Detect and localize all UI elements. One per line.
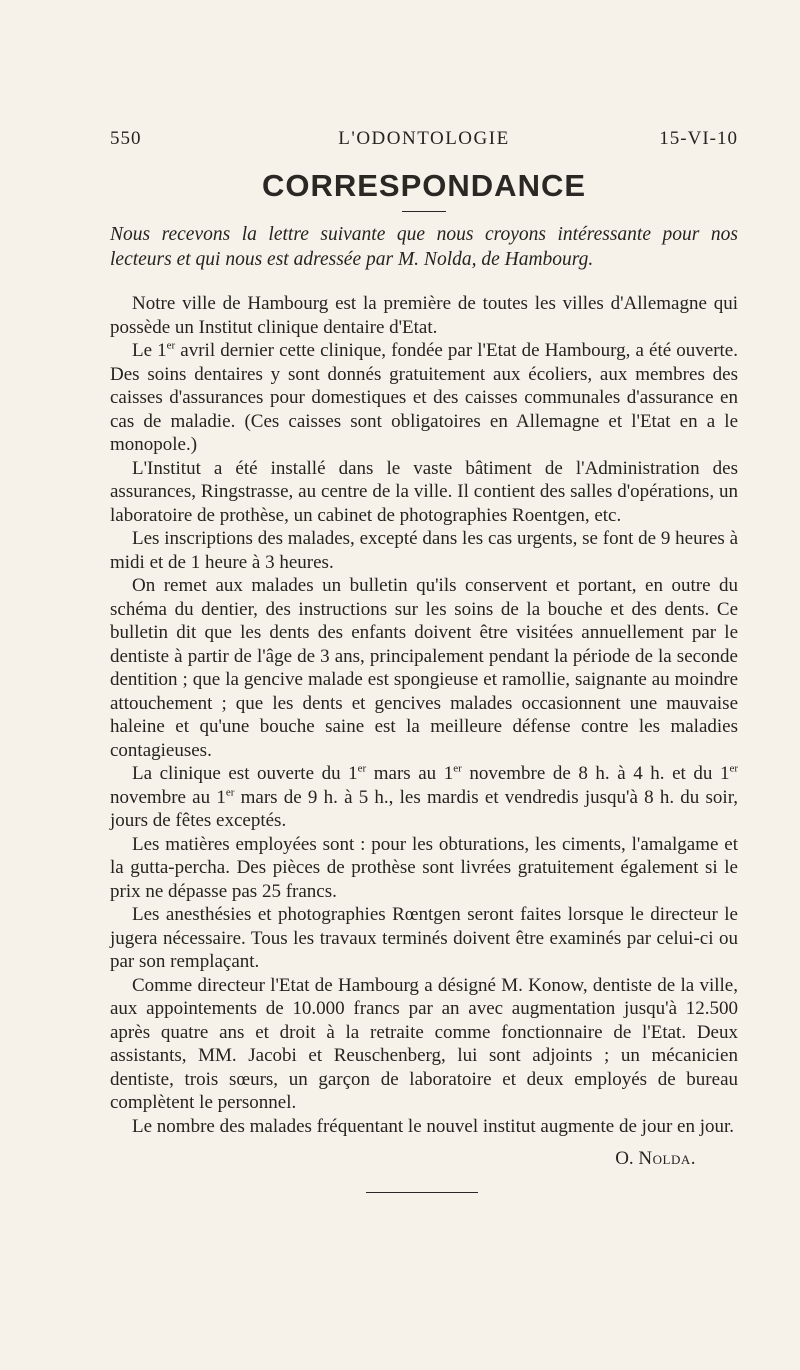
signature-initial: O. — [615, 1148, 639, 1169]
journal-title: L'ODONTOLOGIE — [338, 128, 510, 149]
body-paragraph — [110, 457, 738, 528]
ordinal-superscript: er — [166, 339, 176, 352]
paragraph-text: Notre ville de Hambourg est la première de toutes les villes d'Allemagne qui possède un Institut clinique dentaire d'Etat. — [110, 293, 738, 338]
page-number: 550 — [110, 128, 142, 149]
paragraph-text: On remet aux malades un bulletin qu'ils conservent et portant, en outre du schéma du dentier, des instructions sur les soins de la bouche et des dents. Ce bulletin dit que les dents des enfants doivent être visitées annuellement par le dentiste à partir de l'âge de 3 ans, principalement pendant la période de la seconde dentition ; que la gencive malade est spongieuse et ramollie, saignante au moindre attouchement ; que les dents et gencives malades occasionnent une mauvaise haleine et qu'une bouche saine est la meilleure défense contre les maladies contagieuses. — [110, 575, 738, 761]
paragraph-text: mars de 9 h. à 5 h., les mardis et vendredis jusqu'à 8 h. du soir, jours de fêtes exceptés. — [110, 786, 739, 831]
letter-body — [110, 292, 738, 1138]
paragraph-text: avril dernier cette clinique, fondée par l'Etat de Hambourg, a été ouverte. Des soins dentaires y sont donnés gratuitement aux écoliers, aux membres des caisses d'assurances pour domestiques et des caisses communales d'assurance en cas de maladie. (Ces caisses sont obligatoires en Allemagne et l'Etat en a le monopole.) — [110, 340, 738, 455]
body-paragraph — [110, 974, 738, 1115]
body-paragraph — [110, 292, 738, 339]
ordinal-superscript: er — [357, 762, 367, 775]
signature-name: Nolda. — [638, 1148, 696, 1169]
body-paragraph — [110, 1115, 738, 1139]
paragraph-text: novembre au 1 — [110, 786, 226, 808]
issue-date: 15-VI-10 — [659, 128, 738, 149]
section-title: CORRESPONDANCE — [261, 168, 587, 203]
signature — [110, 1148, 738, 1170]
paragraph-text: Le 1 — [132, 340, 167, 361]
intro-text: Nous recevons la lettre suivante que nous croyons intéressante pour nos lecteurs et qui nous est adressée par M. Nolda, de Hambourg. — [110, 224, 738, 270]
paragraph-text: Les matières employées sont : pour les obturations, les ciments, l'amalgame et la gutta-percha. Des pièces de prothèse sont livrées gratuitement également si le prix ne dépasse pas 25 francs. — [110, 833, 738, 902]
paragraph-text: Les anesthésies et photographies Rœntgen seront faites lorsque le directeur le jugera nécessaire. Tous les travaux terminés doivent être examinés par celui-ci ou par son remplaçant. — [110, 904, 738, 972]
paragraph-text: Comme directeur l'Etat de Hambourg a désigné M. Konow, dentiste de la ville, aux appointements de 10.000 francs par an avec augmentation jusqu'à 12.500 après quatre ans et droit à la retraite comme fonctionnaire de l'Etat. Deux assistants, MM. Jacobi et Reuschenberg, lui sont adjoints ; un mécanicien dentiste, trois sœurs, un garçon de laboratoire et deux employés de bureau complètent le personnel. — [110, 974, 738, 1113]
paragraph-text: mars au 1 — [366, 763, 454, 784]
ordinal-superscript: er — [453, 762, 462, 775]
paragraph-text: La clinique est ouverte du 1 — [132, 763, 358, 784]
ordinal-superscript: er — [225, 786, 235, 799]
title-rule — [402, 211, 446, 212]
ordinal-superscript: er — [729, 762, 738, 775]
paragraph-text: L'Institut a été installé dans le vaste bâtiment de l'Administration des assurances, Ringstrasse, au centre de la ville. Il contient des salles d'opérations, un laboratoire de prothèse, un cabinet de photographies Roentgen, etc. — [110, 457, 738, 526]
body-paragraph — [110, 833, 738, 904]
body-paragraph — [110, 574, 738, 762]
body-paragraph — [110, 339, 738, 457]
end-rule — [366, 1192, 478, 1193]
body-paragraph — [110, 903, 738, 974]
paragraph-text: Le nombre des malades fréquentant le nouvel institut augmente de jour en jour. — [132, 1115, 735, 1137]
document-page — [110, 118, 738, 1193]
body-paragraph — [110, 527, 738, 574]
paragraph-text: Les inscriptions des malades, excepté dans les cas urgents, se font de 9 heures à midi et de 1 heure à 3 heures. — [110, 528, 738, 573]
body-paragraph — [110, 762, 738, 833]
paragraph-text: novembre de 8 h. à 4 h. et du 1 — [461, 763, 730, 784]
running-header — [110, 118, 738, 158]
